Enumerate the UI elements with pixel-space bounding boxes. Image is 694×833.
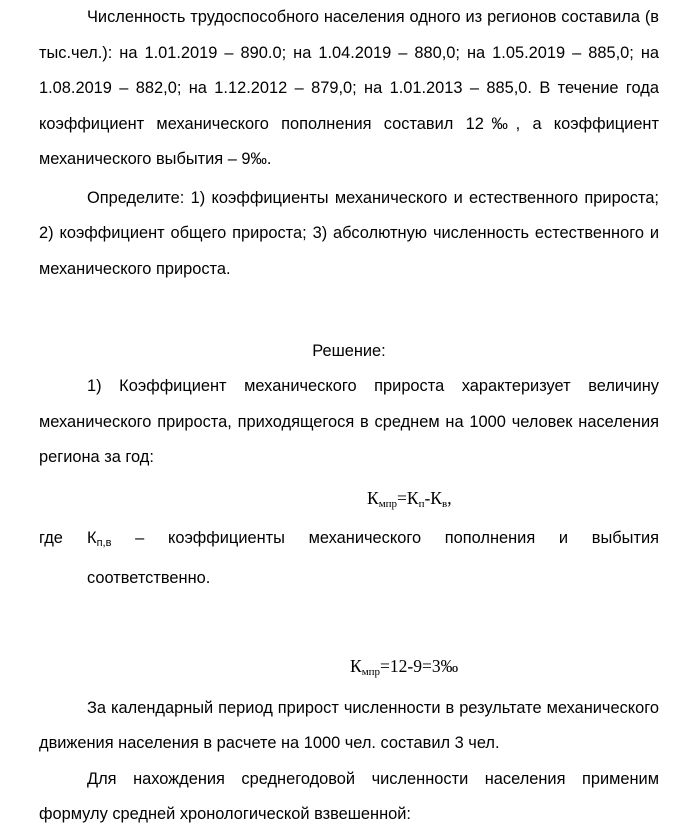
result-paragraph: За календарный период прирост численности в результате механического движения населения в расчете на 1000 чел. составил 3 чел. xyxy=(39,698,659,752)
step1-paragraph: 1) Коэффициент механического прироста характеризует величину механического прироста, приходящегося в среднем на 1000 человек населения региона за год: xyxy=(39,377,659,466)
where-continuation: соответственно. xyxy=(87,569,211,587)
where-clause xyxy=(39,521,659,597)
next-step-paragraph: Для нахождения среднегодовой численности населения применим формулу средней хронологической взвешенной: xyxy=(39,769,659,823)
document-page xyxy=(39,0,659,833)
formula-subscript: мпр xyxy=(378,497,398,510)
formula-symbol: К xyxy=(367,487,379,508)
formula-result: =12-9=3‰ xyxy=(380,655,459,676)
formula-subscript: п xyxy=(418,497,425,510)
formula-mechanical-growth xyxy=(39,481,659,521)
where-definition xyxy=(87,521,659,562)
formula-symbol: К xyxy=(350,655,362,676)
where-body xyxy=(87,521,659,597)
formula-symbol: =К xyxy=(397,487,419,508)
formula-subscript: в xyxy=(441,497,448,510)
task-statement: Определите: 1) коэффициенты механического и естественного прироста; 2) коэффициент общего прироста; 3) абсолютную численность естественного и механического прироста. xyxy=(39,188,659,278)
where-symbol: К xyxy=(87,528,97,547)
formula-mechanical-growth-result xyxy=(39,649,659,689)
where-subscript: п,в xyxy=(96,536,112,549)
formula-subscript: мпр xyxy=(361,665,381,678)
formula-symbol: , xyxy=(447,487,452,508)
problem-statement: Численность трудоспособного населения одного из регионов составила (в тыс.чел.): на 1.01.2019 – 890.0; на 1.04.2019 – 880,0; на 1.05.2019 – 885,0; на 1.08.2019 – 882,0; на 1.12.2012 – 879,0; на 1.01.2013 – 885,0. В течение года коэффициент механического пополнения составил 12‰, а коэффициент механического выбытия – 9‰. xyxy=(39,8,659,168)
where-text: – коэффициенты механического пополнения и выбытия xyxy=(135,528,659,547)
where-label: где xyxy=(39,528,63,547)
formula-symbol: -К xyxy=(424,487,442,508)
solution-heading: Решение: xyxy=(312,342,386,360)
